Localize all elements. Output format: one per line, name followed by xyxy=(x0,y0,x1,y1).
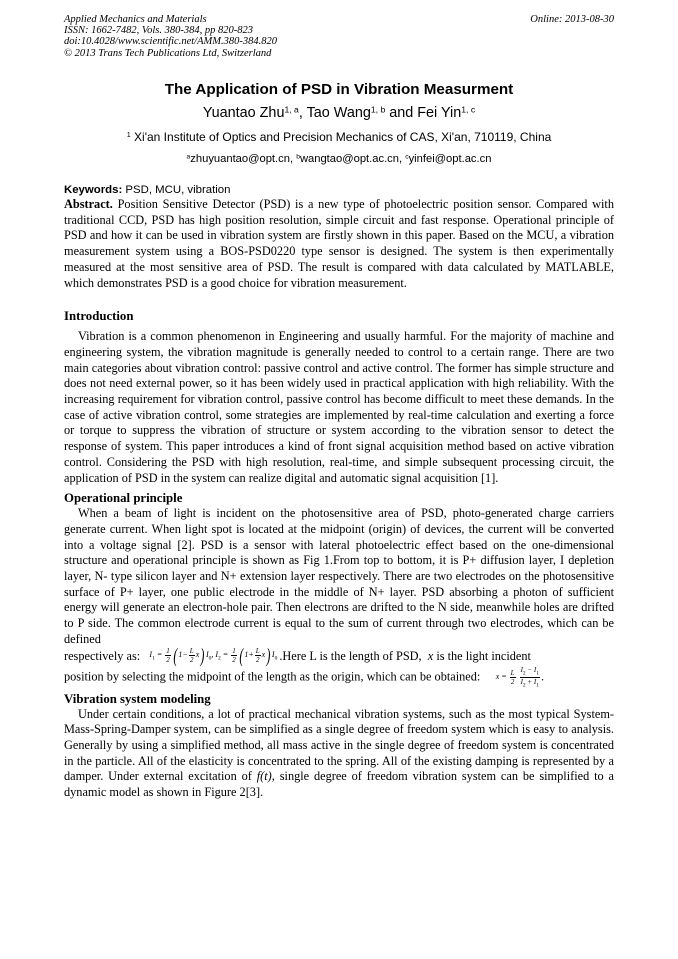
author-affil-marker: 1, b xyxy=(370,104,386,115)
eq-symbol: I xyxy=(533,678,537,687)
eq-denominator: 2 xyxy=(166,656,170,665)
journal-header xyxy=(64,14,614,66)
keywords-text: PSD, MCU, vibration xyxy=(122,184,231,196)
eq-subscript: 1 xyxy=(536,670,539,677)
affiliation-marker: 1 xyxy=(126,130,131,140)
eq-symbol: I xyxy=(520,665,523,674)
eq-fraction xyxy=(231,647,237,664)
eq-sign: , xyxy=(211,650,214,660)
eq-sign: + xyxy=(248,650,254,660)
author-separator: and xyxy=(385,105,418,121)
abstract-label: Abstract. xyxy=(64,197,113,211)
respectively-text: respectively as: xyxy=(64,648,141,663)
eq-symbol: I xyxy=(215,650,219,660)
eq-fraction xyxy=(510,669,516,686)
eq-fraction xyxy=(255,647,261,664)
eq-sign: = xyxy=(156,650,163,660)
eq-symbol: I xyxy=(271,650,275,660)
equation-x xyxy=(495,665,541,689)
eq-symbol: I xyxy=(533,665,537,674)
operational-principle-paragraph: When a beam of light is incident on the photosensitive area of PSD, photo-generated charge carriers generate current. When light spot is located at the midpoint (origin) of devices, the current will be converted into a voltage signal [2]. PSD is a sensor with lateral photoelectric effect based on the one-dimensional structure and operational principle is shown as Fig 1.From top to bottom, it is P+ diffusion layer, I depletion layer, N- type silicon layer and N+ extension layer respectively. There are two electrodes on the photosensitive surface of P+ layer, one public electrode in the middle of N+ layer. PSD absorbing a photon of sufficient energy will generate an electron-hole pair. Then electrons are drifted to the N side, meanwhile holes are drifted to P side. The common electrode current is equal to the sum of current through two electrodes, which can be defined xyxy=(64,506,614,646)
excitation-function: f(t) xyxy=(256,769,272,784)
eq-numerator: L xyxy=(510,669,515,678)
x-variable: x xyxy=(427,648,434,663)
keywords-label: Keywords: xyxy=(64,184,123,196)
eq-symbol: I xyxy=(149,650,153,660)
eq-subscript: 2 xyxy=(522,682,526,689)
journal-info xyxy=(64,14,277,59)
eq-subscript: 1 xyxy=(536,682,539,689)
affiliation-text: Xi'an Institute of Optics and Precision Mechanics of CAS, Xi'an, 710119, China xyxy=(130,130,552,144)
email-list xyxy=(64,151,614,167)
eq-subscript: 2 xyxy=(218,656,221,663)
vibration-modeling-paragraph xyxy=(64,707,614,801)
equation-i1: $I_1$ = $\frac{1}{2}$ (1− $\frac{L}{2}$ $x)I_0$, xyxy=(149,644,214,667)
eq-sign: = xyxy=(501,672,507,682)
paper-page xyxy=(64,14,614,801)
author-affil-marker: 1, a xyxy=(284,104,299,115)
eq-symbol: I xyxy=(520,678,523,687)
eq-numerator: L xyxy=(255,647,260,656)
author-list xyxy=(64,103,614,123)
author-name: Tao Wang xyxy=(306,105,371,121)
eq-subscript: 0 xyxy=(274,656,278,663)
vibration-text: Under certain conditions, a lot of practical mechanical vibration systems, such as the most typical System-Mass-Spring-Damper system, can be simplified as a single degree of freedom system which is easy to analysis. Generally by using a simplified method, all mass active in the single degree of freedom system is concentrated in the particle. All of the elasticity is concentrated to the spring. All of the existing damping is represented by a damper. Under external excitation of xyxy=(64,706,614,784)
after-equation-text: is the light incident xyxy=(436,648,531,663)
eq-denominator: 2 xyxy=(190,656,194,665)
author-name: Yuantao Zhu xyxy=(202,105,285,121)
section-heading-vibration-system-modeling: Vibration system modeling xyxy=(64,691,211,706)
journal-doi: doi:10.4028/www.scientific.net/AMM.380-384.820 xyxy=(64,36,277,48)
online-date: Online: 2013-08-30 xyxy=(530,14,614,25)
equation-line-position xyxy=(64,666,614,690)
email-marker: c xyxy=(405,153,409,161)
eq-symbol: 1 xyxy=(244,650,249,660)
eq-symbol: x xyxy=(195,650,200,660)
eq-denominator xyxy=(520,678,540,689)
eq-denominator: 2 xyxy=(232,656,236,665)
eq-fraction xyxy=(165,647,171,664)
email-address[interactable]: zhuyuantao@opt.cn, xyxy=(190,153,297,165)
journal-copyright: © 2013 Trans Tech Publications Ltd, Switzerland xyxy=(64,47,272,59)
eq-symbol: x xyxy=(261,650,266,660)
eq-subscript: 1 xyxy=(152,656,155,663)
position-text: position by selecting the midpoint of the length as the origin, which can be obtained: xyxy=(64,669,481,684)
paper-title: The Application of PSD in Vibration Measurment xyxy=(164,81,514,98)
eq-denominator: 2 xyxy=(255,656,260,665)
author-affil-marker: 1, c xyxy=(461,104,476,115)
author-separator: , xyxy=(298,105,307,121)
after-equation-text: .Here L is the length of PSD, xyxy=(279,648,422,663)
eq-subscript: 0 xyxy=(208,656,212,663)
eq-numerator: L xyxy=(189,647,194,656)
eq-symbol: I xyxy=(205,650,209,660)
equation-i2: $I_2$ = $\frac{1}{2}$ (1+ $\frac{L}{2}$ $x)I_0$ xyxy=(215,644,278,667)
email-marker: b xyxy=(296,153,300,161)
eq-fraction-ratio xyxy=(520,666,540,690)
email-address[interactable]: yinfei@opt.ac.cn xyxy=(408,153,492,165)
equation-line-currents xyxy=(64,646,614,668)
eq-symbol: x xyxy=(495,672,500,682)
email-address[interactable]: wangtao@opt.ac.cn, xyxy=(299,153,406,165)
eq-subscript: 2 xyxy=(522,670,526,677)
section-heading-introduction: Introduction xyxy=(64,309,134,324)
section-heading-operational-principle: Operational principle xyxy=(64,491,183,506)
equation-period: . xyxy=(540,669,545,684)
vibration-text: , single degree of freedom vibration system can be simplified to a dynamic model as shown in Figure 2[3]. xyxy=(64,769,615,800)
eq-denominator: 2 xyxy=(510,678,515,687)
eq-sign: + xyxy=(527,678,533,687)
eq-sign: − xyxy=(182,650,188,660)
eq-sign: = xyxy=(222,650,229,660)
introduction-paragraph: Vibration is a common phenomenon in Engineering and usually harmful. For the majority of machine and engineering system, the vibration magnitude is generally needed to control to a certain range. There are two main categories about vibration control: passive control and active control. The former has simple structure and does not need external power, so it has been widely used in practical application with high reliability. With the increasing requirement for vibration control, passive control has become difficult to meet these demands. In the case of active vibration control, some strategies are implemented by real-time calculation and exerting a force or torque to suppress the vibration of structure or system according to the vibration sensor to detect the response of system. This paper introduces a kind of front signal acquisition method based on active vibration control. Considering the PSD with high resolution, real-time, and simple subsequent processing circuit, the application of PSD in the system can realize digital and automatic signal acquisition [1]. xyxy=(64,329,614,485)
email-marker: a xyxy=(186,153,191,161)
journal-issn: ISSN: 1662-7482, Vols. 380-384, pp 820-823 xyxy=(64,25,253,37)
eq-symbol: 1 xyxy=(178,650,183,660)
author-name: Fei Yin xyxy=(417,105,462,121)
eq-numerator xyxy=(520,666,540,678)
eq-numerator: 1 xyxy=(166,647,170,656)
keywords xyxy=(64,183,614,197)
journal-name: Applied Mechanics and Materials xyxy=(64,14,207,25)
abstract-text: Position Sensitive Detector (PSD) is a new type of photoelectric position sensor. Compared with traditional CCD, PSD has high position resolution, simple circuit and fast response. Operational principle of PSD and how it can be used in vibration system are firstly shown in this paper. Based on the MCU, a vibration measurement system using a BOS-PSD0220 type sensor is designed. The system is then experimentally measured at the most sensitive area of PSD. The result is compared with data calculated by MATLABLE, which demonstrates PSD is a good choice for vibration measurement. xyxy=(64,197,614,290)
affiliation xyxy=(64,129,614,145)
eq-sign: − xyxy=(527,665,533,674)
eq-fraction xyxy=(189,647,195,664)
eq-numerator: 1 xyxy=(232,647,236,656)
abstract xyxy=(64,197,614,291)
